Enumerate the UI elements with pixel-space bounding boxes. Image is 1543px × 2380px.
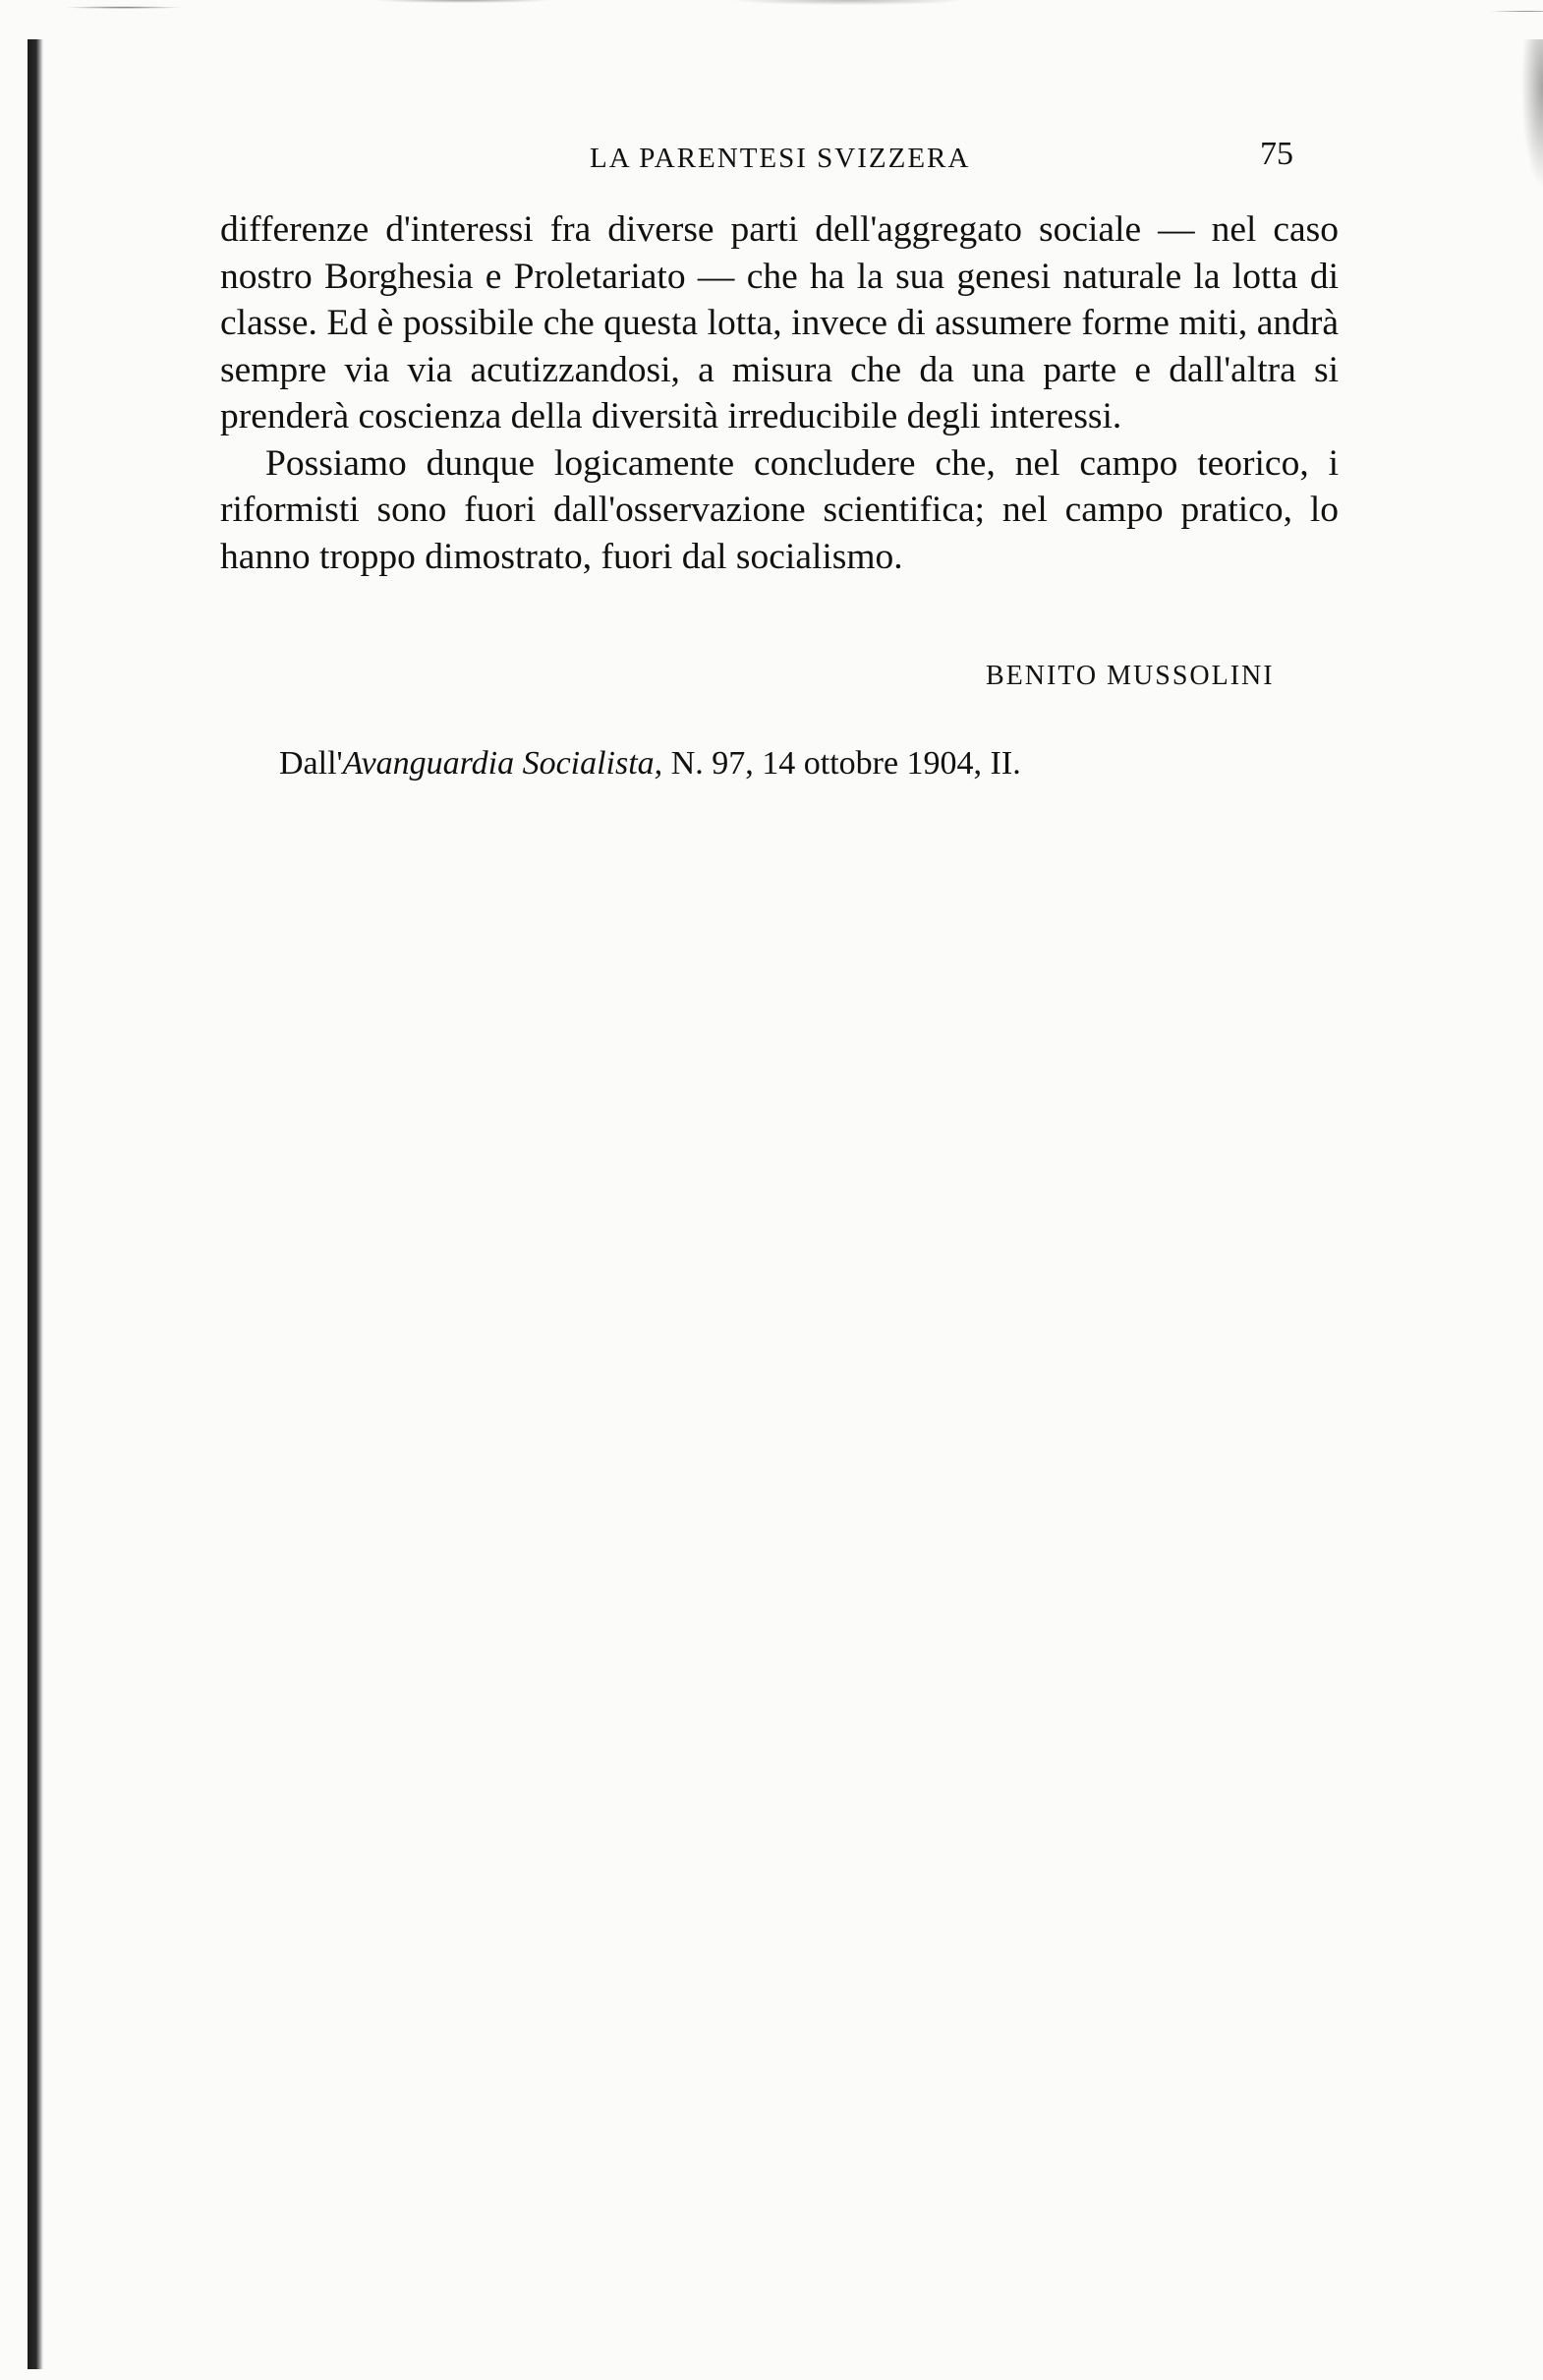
scan-top-edge-shadow [0, 0, 1543, 37]
source-prefix: Dall' [279, 745, 343, 782]
scan-binding-edge [28, 39, 43, 2369]
paragraph-1: differenze d'interessi fra diverse parti dell'aggregato sociale — nel caso nostro Borghesia e Proletariato — che ha la sua genesi naturale la lotta di classe. Ed è possibile che questa lotta, invece di assumere forme miti, andrà sempre via via acutizzandosi, a misura che da una parte e dall'altra si prenderà coscienza della diversità irreducibile degli interessi. [220, 209, 1339, 436]
page-number: 75 [1260, 136, 1293, 172]
source-details: N. 97, 14 ottobre 1904, II. [662, 745, 1021, 782]
author-signature: BENITO MUSSOLINI [986, 661, 1275, 691]
paragraph-2: Possiamo dunque logicamente concludere che, nel campo teorico, i riformisti sono fuori dall'osservazione scientifica; nel campo pratico, lo hanno troppo dimostrato, fuori dal socialismo. [220, 442, 1339, 577]
running-head: LA PARENTESI SVIZZERA [590, 143, 971, 174]
source-publication: Avanguardia Socialista, [342, 745, 663, 782]
source-citation [279, 745, 1021, 783]
body-text [220, 206, 1339, 580]
scan-right-edge-shadow [1519, 39, 1543, 197]
